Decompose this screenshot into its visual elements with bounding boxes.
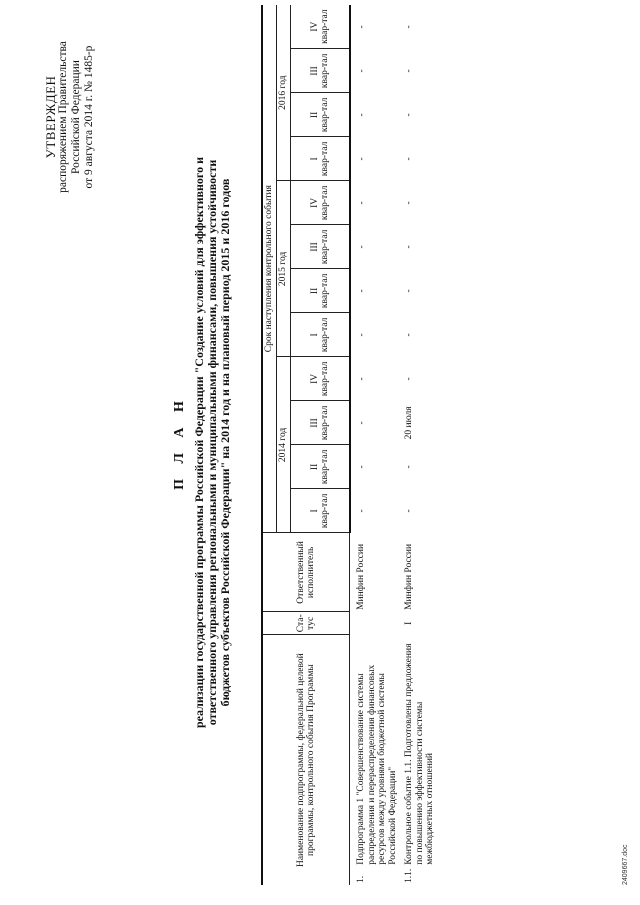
row-cell: 20 июля xyxy=(404,406,414,440)
header-quarter: IV квар-тал xyxy=(291,181,350,225)
header-quarter: I квар-тал xyxy=(291,137,350,181)
row-cell: - xyxy=(356,113,367,117)
row-executor: Минфин России xyxy=(356,543,366,610)
row-name: Подпрограмма 1 "Совершенствование системы распределения и перераспределения финансовых ресурсов между уровнями бюджетной системы Российской Федерации" xyxy=(356,664,398,865)
row-cell: - xyxy=(404,333,414,337)
header-year-2016: 2016 год xyxy=(277,5,291,181)
row-cell: - xyxy=(404,69,414,73)
header-year-2014: 2014 год xyxy=(277,357,291,533)
row-cell: - xyxy=(356,421,367,425)
header-quarter: III квар-тал xyxy=(291,225,350,269)
row-cell: - xyxy=(356,509,367,513)
header-status: Ста-тус xyxy=(262,612,350,635)
row-number: 1. xyxy=(356,875,366,883)
header-quarter: III квар-тал xyxy=(291,401,350,445)
header-quarter: IV квар-тал xyxy=(291,357,350,401)
row-cell: - xyxy=(356,289,367,293)
header-quarter: II квар-тал xyxy=(291,269,350,313)
header-executor: Ответственный исполнитель xyxy=(262,533,350,612)
row-cell: - xyxy=(404,465,414,469)
row-executor: Минфин России xyxy=(404,543,414,610)
header-quarter: III квар-тал xyxy=(291,49,350,93)
row-status xyxy=(350,612,399,635)
header-name: Наименование подпрограммы, федеральной целевой программы, контрольного события Программы xyxy=(262,635,350,885)
title-line-1: реализации государственной программы Российской Федерации "Создание условий для эффективного и xyxy=(192,157,206,728)
header-quarter: I квар-тал xyxy=(291,489,350,533)
row-cell: - xyxy=(356,201,367,205)
table-row xyxy=(350,5,399,885)
title-line-3: бюджетов субъектов Российской Федерации" на 2014 год и на плановый период 2015 и 2016 годов xyxy=(218,178,232,707)
row-cell: - xyxy=(404,113,414,117)
row-status: I xyxy=(404,621,414,625)
row-name: Контрольное событие 1.1. Подготовлены предложения по повышению эффективности системы межбюджетных отношений xyxy=(404,643,435,865)
row-cell: - xyxy=(356,465,367,469)
approval-stamp xyxy=(44,17,96,217)
header-quarter: I квар-тал xyxy=(291,313,350,357)
row-cell: - xyxy=(356,69,367,73)
row-cell: - xyxy=(356,377,367,381)
row-cell: - xyxy=(356,25,367,29)
title-plan: П Л А Н xyxy=(172,395,187,490)
row-cell: - xyxy=(404,201,414,205)
header-quarter: II квар-тал xyxy=(291,93,350,137)
header-year-2015: 2015 год xyxy=(277,181,291,357)
row-cell: - xyxy=(356,245,367,249)
document-title xyxy=(172,50,232,835)
row-cell: - xyxy=(356,157,367,161)
table-row xyxy=(398,5,436,885)
approval-line-3: от 9 августа 2014 г. № 1485-р xyxy=(83,45,95,189)
header-quarter: IV квар-тал xyxy=(291,5,350,49)
header-row-1 xyxy=(262,5,277,885)
approval-line-2: Российской Федерации xyxy=(70,60,82,174)
document-file-code: 2409667.doc xyxy=(622,844,629,885)
header-deadline: Срок наступления контрольного события xyxy=(262,5,277,533)
title-line-2: ответственного управления региональными и муниципальными финансами, повышения устойчивости xyxy=(205,159,219,726)
row-cell: - xyxy=(356,333,367,337)
approval-line-1: распоряжением Правительства xyxy=(57,41,69,193)
row-number: 1.1. xyxy=(404,868,414,883)
row-cell: - xyxy=(404,25,414,29)
row-cell: - xyxy=(404,509,414,513)
row-cell: - xyxy=(404,289,414,293)
row-cell: - xyxy=(404,157,414,161)
approval-heading: УТВЕРЖДЕН xyxy=(43,75,58,159)
row-cell: - xyxy=(404,377,414,381)
header-quarter: II квар-тал xyxy=(291,445,350,489)
row-cell: - xyxy=(404,245,414,249)
plan-table xyxy=(261,5,436,885)
